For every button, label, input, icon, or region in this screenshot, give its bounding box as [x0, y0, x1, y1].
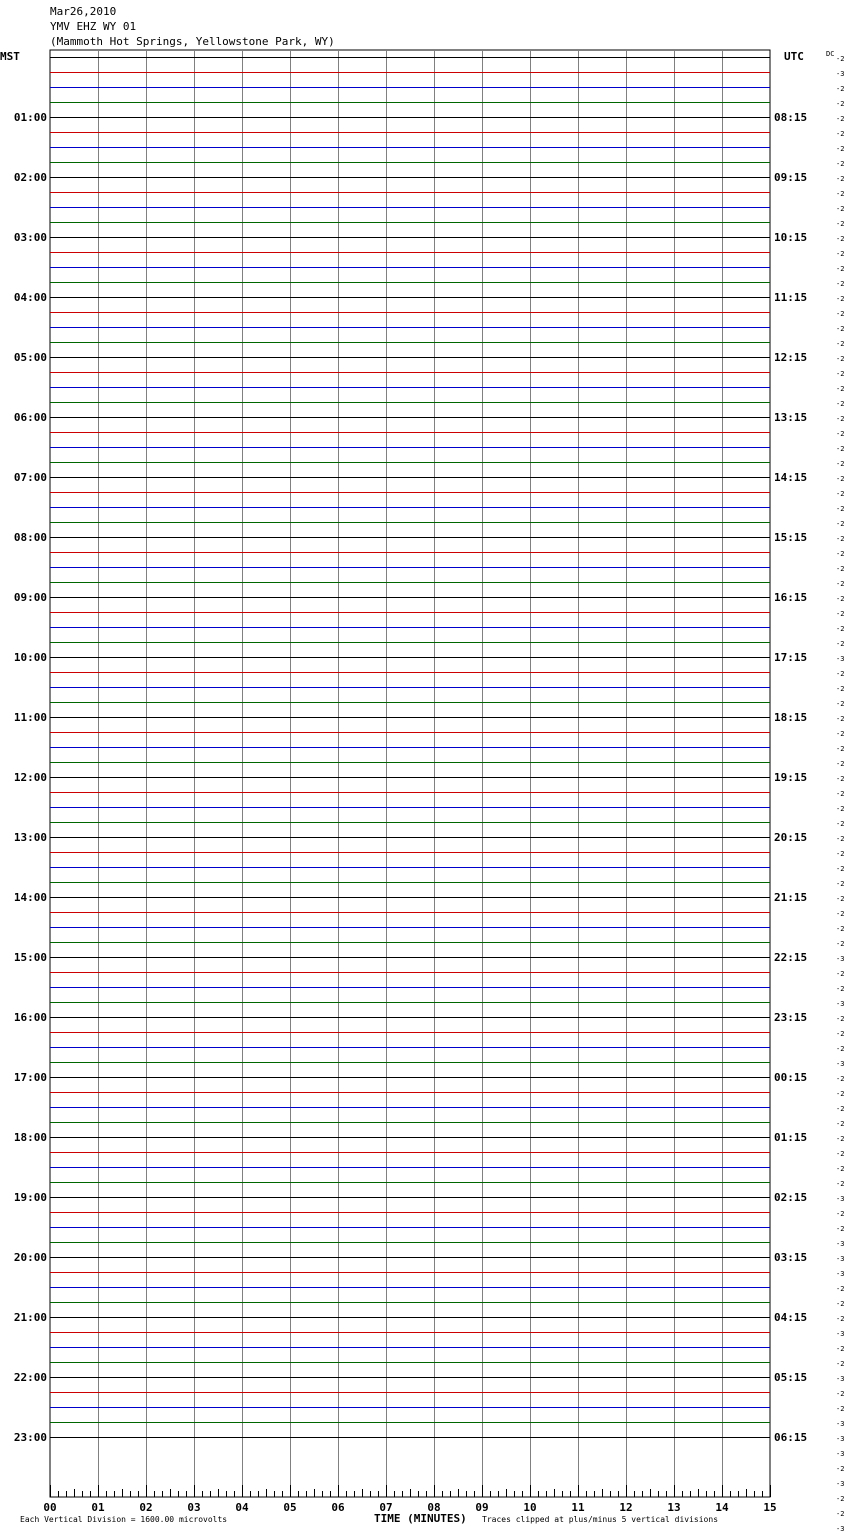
dc-offset-value: -2	[836, 325, 845, 333]
dc-offset-value: -2	[836, 1030, 845, 1038]
hour-label-utc: 17:15	[774, 651, 808, 664]
hour-label-mst: 06:00	[13, 411, 47, 424]
dc-offset-value: -2	[836, 895, 845, 903]
x-tick-label: 08	[427, 1501, 441, 1514]
dc-offset-value: -2	[836, 370, 845, 378]
dc-offset-title: DC	[826, 50, 835, 58]
dc-offset-value: -2	[836, 1180, 845, 1188]
dc-offset-value: -3	[836, 1450, 845, 1458]
dc-offset-value: -3	[836, 955, 845, 963]
dc-offset-value: -2	[836, 205, 845, 213]
dc-offset-value: -2	[836, 850, 845, 858]
dc-offset-value: -2	[836, 1510, 845, 1518]
dc-offset-value: -2	[836, 175, 845, 183]
dc-offset-value: -2	[836, 685, 845, 693]
plot-date: Mar26,2010	[50, 5, 117, 18]
hour-label-utc: 04:15	[774, 1311, 808, 1324]
dc-offset-value: -2	[836, 940, 845, 948]
dc-offset-value: -2	[836, 160, 845, 168]
hour-label-mst: 15:00	[13, 951, 47, 964]
hour-label-utc: 23:15	[774, 1011, 808, 1024]
scale-note: Each Vertical Division = 1600.00 microvolts	[20, 1515, 228, 1524]
dc-offset-value: -2	[836, 880, 845, 888]
dc-offset-value: -3	[836, 1000, 845, 1008]
dc-offset-value: -3	[836, 1420, 845, 1428]
x-tick-label: 14	[715, 1501, 729, 1514]
dc-offset-value: -2	[836, 700, 845, 708]
hour-label-mst: 19:00	[13, 1191, 47, 1204]
hour-label-utc: 05:15	[774, 1371, 808, 1384]
station-location: (Mammoth Hot Springs, Yellowstone Park, WY)	[50, 35, 335, 48]
dc-offset-value: -3	[836, 1330, 845, 1338]
x-tick-label: 11	[571, 1501, 585, 1514]
dc-offset-value: -2	[836, 265, 845, 273]
dc-offset-value: -2	[836, 535, 845, 543]
hour-label-mst: 07:00	[13, 471, 47, 484]
hour-label-utc: 03:15	[774, 1251, 808, 1264]
hour-label-mst: 11:00	[13, 711, 47, 724]
dc-offset-value: -2	[836, 520, 845, 528]
x-tick-label: 00	[43, 1501, 57, 1514]
x-tick-label: 13	[667, 1501, 681, 1514]
dc-offset-value: -2	[836, 790, 845, 798]
hour-label-utc: 13:15	[774, 411, 808, 424]
hour-label-mst: 02:00	[13, 171, 47, 184]
clip-note: Traces clipped at plus/minus 5 vertical divisions	[482, 1515, 719, 1524]
hour-label-mst: 05:00	[13, 351, 47, 364]
hour-label-mst: 04:00	[13, 291, 47, 304]
dc-offset-value: -2	[836, 1465, 845, 1473]
dc-offset-value: -2	[836, 610, 845, 618]
dc-offset-value: -2	[836, 595, 845, 603]
hour-label-utc: 00:15	[774, 1071, 808, 1084]
hour-label-mst: 01:00	[13, 111, 47, 124]
right-axis-title: UTC	[784, 50, 804, 63]
left-axis-title: MST	[0, 50, 20, 63]
dc-offset-value: -2	[836, 430, 845, 438]
dc-offset-value: -2	[836, 250, 845, 258]
dc-offset-value: -2	[836, 385, 845, 393]
hour-label-mst: 20:00	[13, 1251, 47, 1264]
dc-offset-value: -3	[836, 1240, 845, 1248]
hour-label-utc: 01:15	[774, 1131, 808, 1144]
dc-offset-value: -3	[836, 1375, 845, 1383]
dc-offset-value: -2	[836, 1165, 845, 1173]
hour-label-mst: 14:00	[13, 891, 47, 904]
dc-offset-value: -3	[836, 1060, 845, 1068]
hour-label-utc: 14:15	[774, 471, 808, 484]
hour-label-utc: 20:15	[774, 831, 808, 844]
x-tick-label: 12	[619, 1501, 633, 1514]
dc-offset-value: -2	[836, 1285, 845, 1293]
hour-label-utc: 22:15	[774, 951, 808, 964]
hour-label-utc: 15:15	[774, 531, 808, 544]
dc-offset-value: -2	[836, 55, 845, 63]
hour-label-mst: 16:00	[13, 1011, 47, 1024]
dc-offset-value: -2	[836, 715, 845, 723]
x-tick-label: 07	[379, 1501, 393, 1514]
dc-offset-value: -3	[836, 70, 845, 78]
hour-label-utc: 19:15	[774, 771, 808, 784]
dc-offset-value: -2	[836, 85, 845, 93]
dc-offset-value: -2	[836, 310, 845, 318]
dc-offset-value: -2	[836, 1015, 845, 1023]
x-tick-label: 15	[763, 1501, 777, 1514]
dc-offset-value: -2	[836, 460, 845, 468]
dc-offset-value: -2	[836, 355, 845, 363]
x-tick-label: 04	[235, 1501, 249, 1514]
hour-label-utc: 21:15	[774, 891, 808, 904]
hour-label-mst: 08:00	[13, 531, 47, 544]
hour-label-mst: 13:00	[13, 831, 47, 844]
dc-offset-value: -2	[836, 445, 845, 453]
station-id: YMV EHZ WY 01	[50, 20, 137, 33]
dc-offset-value: -2	[836, 1225, 845, 1233]
dc-offset-value: -3	[836, 655, 845, 663]
dc-offset-value: -3	[836, 1480, 845, 1488]
dc-offset-value: -2	[836, 280, 845, 288]
dc-offset-value: -2	[836, 1135, 845, 1143]
dc-offset-value: -2	[836, 580, 845, 588]
dc-offset-value: -2	[836, 1360, 845, 1368]
hour-label-mst: 09:00	[13, 591, 47, 604]
dc-offset-value: -2	[836, 1075, 845, 1083]
dc-offset-value: -2	[836, 550, 845, 558]
dc-offset-value: -2	[836, 400, 845, 408]
dc-offset-value: -2	[836, 970, 845, 978]
x-tick-label: 02	[139, 1501, 153, 1514]
dc-offset-value: -3	[836, 1255, 845, 1263]
dc-offset-value: -2	[836, 1495, 845, 1503]
dc-offset-value: -3	[836, 1195, 845, 1203]
hour-label-utc: 06:15	[774, 1431, 808, 1444]
dc-offset-value: -2	[836, 1405, 845, 1413]
hour-label-mst: 03:00	[13, 231, 47, 244]
dc-offset-value: -3	[836, 1525, 845, 1533]
dc-offset-value: -2	[836, 415, 845, 423]
dc-offset-value: -2	[836, 220, 845, 228]
dc-offset-value: -2	[836, 475, 845, 483]
hour-label-mst: 21:00	[13, 1311, 47, 1324]
dc-offset-value: -2	[836, 505, 845, 513]
dc-offset-value: -2	[836, 565, 845, 573]
dc-offset-value: -2	[836, 1345, 845, 1353]
x-tick-label: 09	[475, 1501, 489, 1514]
dc-offset-value: -2	[836, 670, 845, 678]
hour-label-mst: 22:00	[13, 1371, 47, 1384]
dc-offset-value: -2	[836, 235, 845, 243]
dc-offset-value: -3	[836, 1270, 845, 1278]
dc-offset-value: -2	[836, 775, 845, 783]
dc-offset-value: -2	[836, 730, 845, 738]
x-tick-label: 05	[283, 1501, 297, 1514]
dc-offset-value: -2	[836, 1300, 845, 1308]
dc-offset-value: -2	[836, 925, 845, 933]
dc-offset-value: -2	[836, 805, 845, 813]
dc-offset-value: -2	[836, 190, 845, 198]
dc-offset-value: -2	[836, 760, 845, 768]
hour-label-mst: 18:00	[13, 1131, 47, 1144]
dc-offset-value: -2	[836, 1210, 845, 1218]
hour-label-utc: 12:15	[774, 351, 808, 364]
dc-offset-value: -2	[836, 295, 845, 303]
dc-offset-value: -2	[836, 115, 845, 123]
dc-offset-value: -2	[836, 745, 845, 753]
x-axis-title: TIME (MINUTES)	[374, 1512, 467, 1525]
hour-label-utc: 16:15	[774, 591, 808, 604]
hour-label-utc: 10:15	[774, 231, 808, 244]
hour-label-utc: 18:15	[774, 711, 808, 724]
dc-offset-value: -3	[836, 1435, 845, 1443]
dc-offset-value: -2	[836, 1120, 845, 1128]
dc-offset-value: -2	[836, 835, 845, 843]
dc-offset-value: -2	[836, 985, 845, 993]
dc-offset-value: -2	[836, 1315, 845, 1323]
dc-offset-value: -2	[836, 1090, 845, 1098]
dc-offset-value: -2	[836, 130, 845, 138]
hour-label-utc: 02:15	[774, 1191, 808, 1204]
dc-offset-value: -2	[836, 1150, 845, 1158]
dc-offset-value: -2	[836, 100, 845, 108]
dc-offset-value: -2	[836, 340, 845, 348]
hour-label-utc: 11:15	[774, 291, 808, 304]
dc-offset-value: -2	[836, 1390, 845, 1398]
x-tick-label: 10	[523, 1501, 537, 1514]
dc-offset-value: -2	[836, 910, 845, 918]
dc-offset-value: -2	[836, 1105, 845, 1113]
dc-offset-value: -2	[836, 490, 845, 498]
x-tick-label: 06	[331, 1501, 345, 1514]
dc-offset-value: -2	[836, 625, 845, 633]
hour-label-utc: 09:15	[774, 171, 808, 184]
hour-label-mst: 12:00	[13, 771, 47, 784]
dc-offset-value: -2	[836, 145, 845, 153]
hour-label-mst: 17:00	[13, 1071, 47, 1084]
x-tick-label: 01	[91, 1501, 105, 1514]
dc-offset-value: -2	[836, 1045, 845, 1053]
x-tick-label: 03	[187, 1501, 201, 1514]
hour-label-mst: 23:00	[13, 1431, 47, 1444]
hour-label-mst: 10:00	[13, 651, 47, 664]
hour-label-utc: 08:15	[774, 111, 808, 124]
dc-offset-value: -2	[836, 640, 845, 648]
dc-offset-value: -2	[836, 865, 845, 873]
dc-offset-value: -2	[836, 820, 845, 828]
